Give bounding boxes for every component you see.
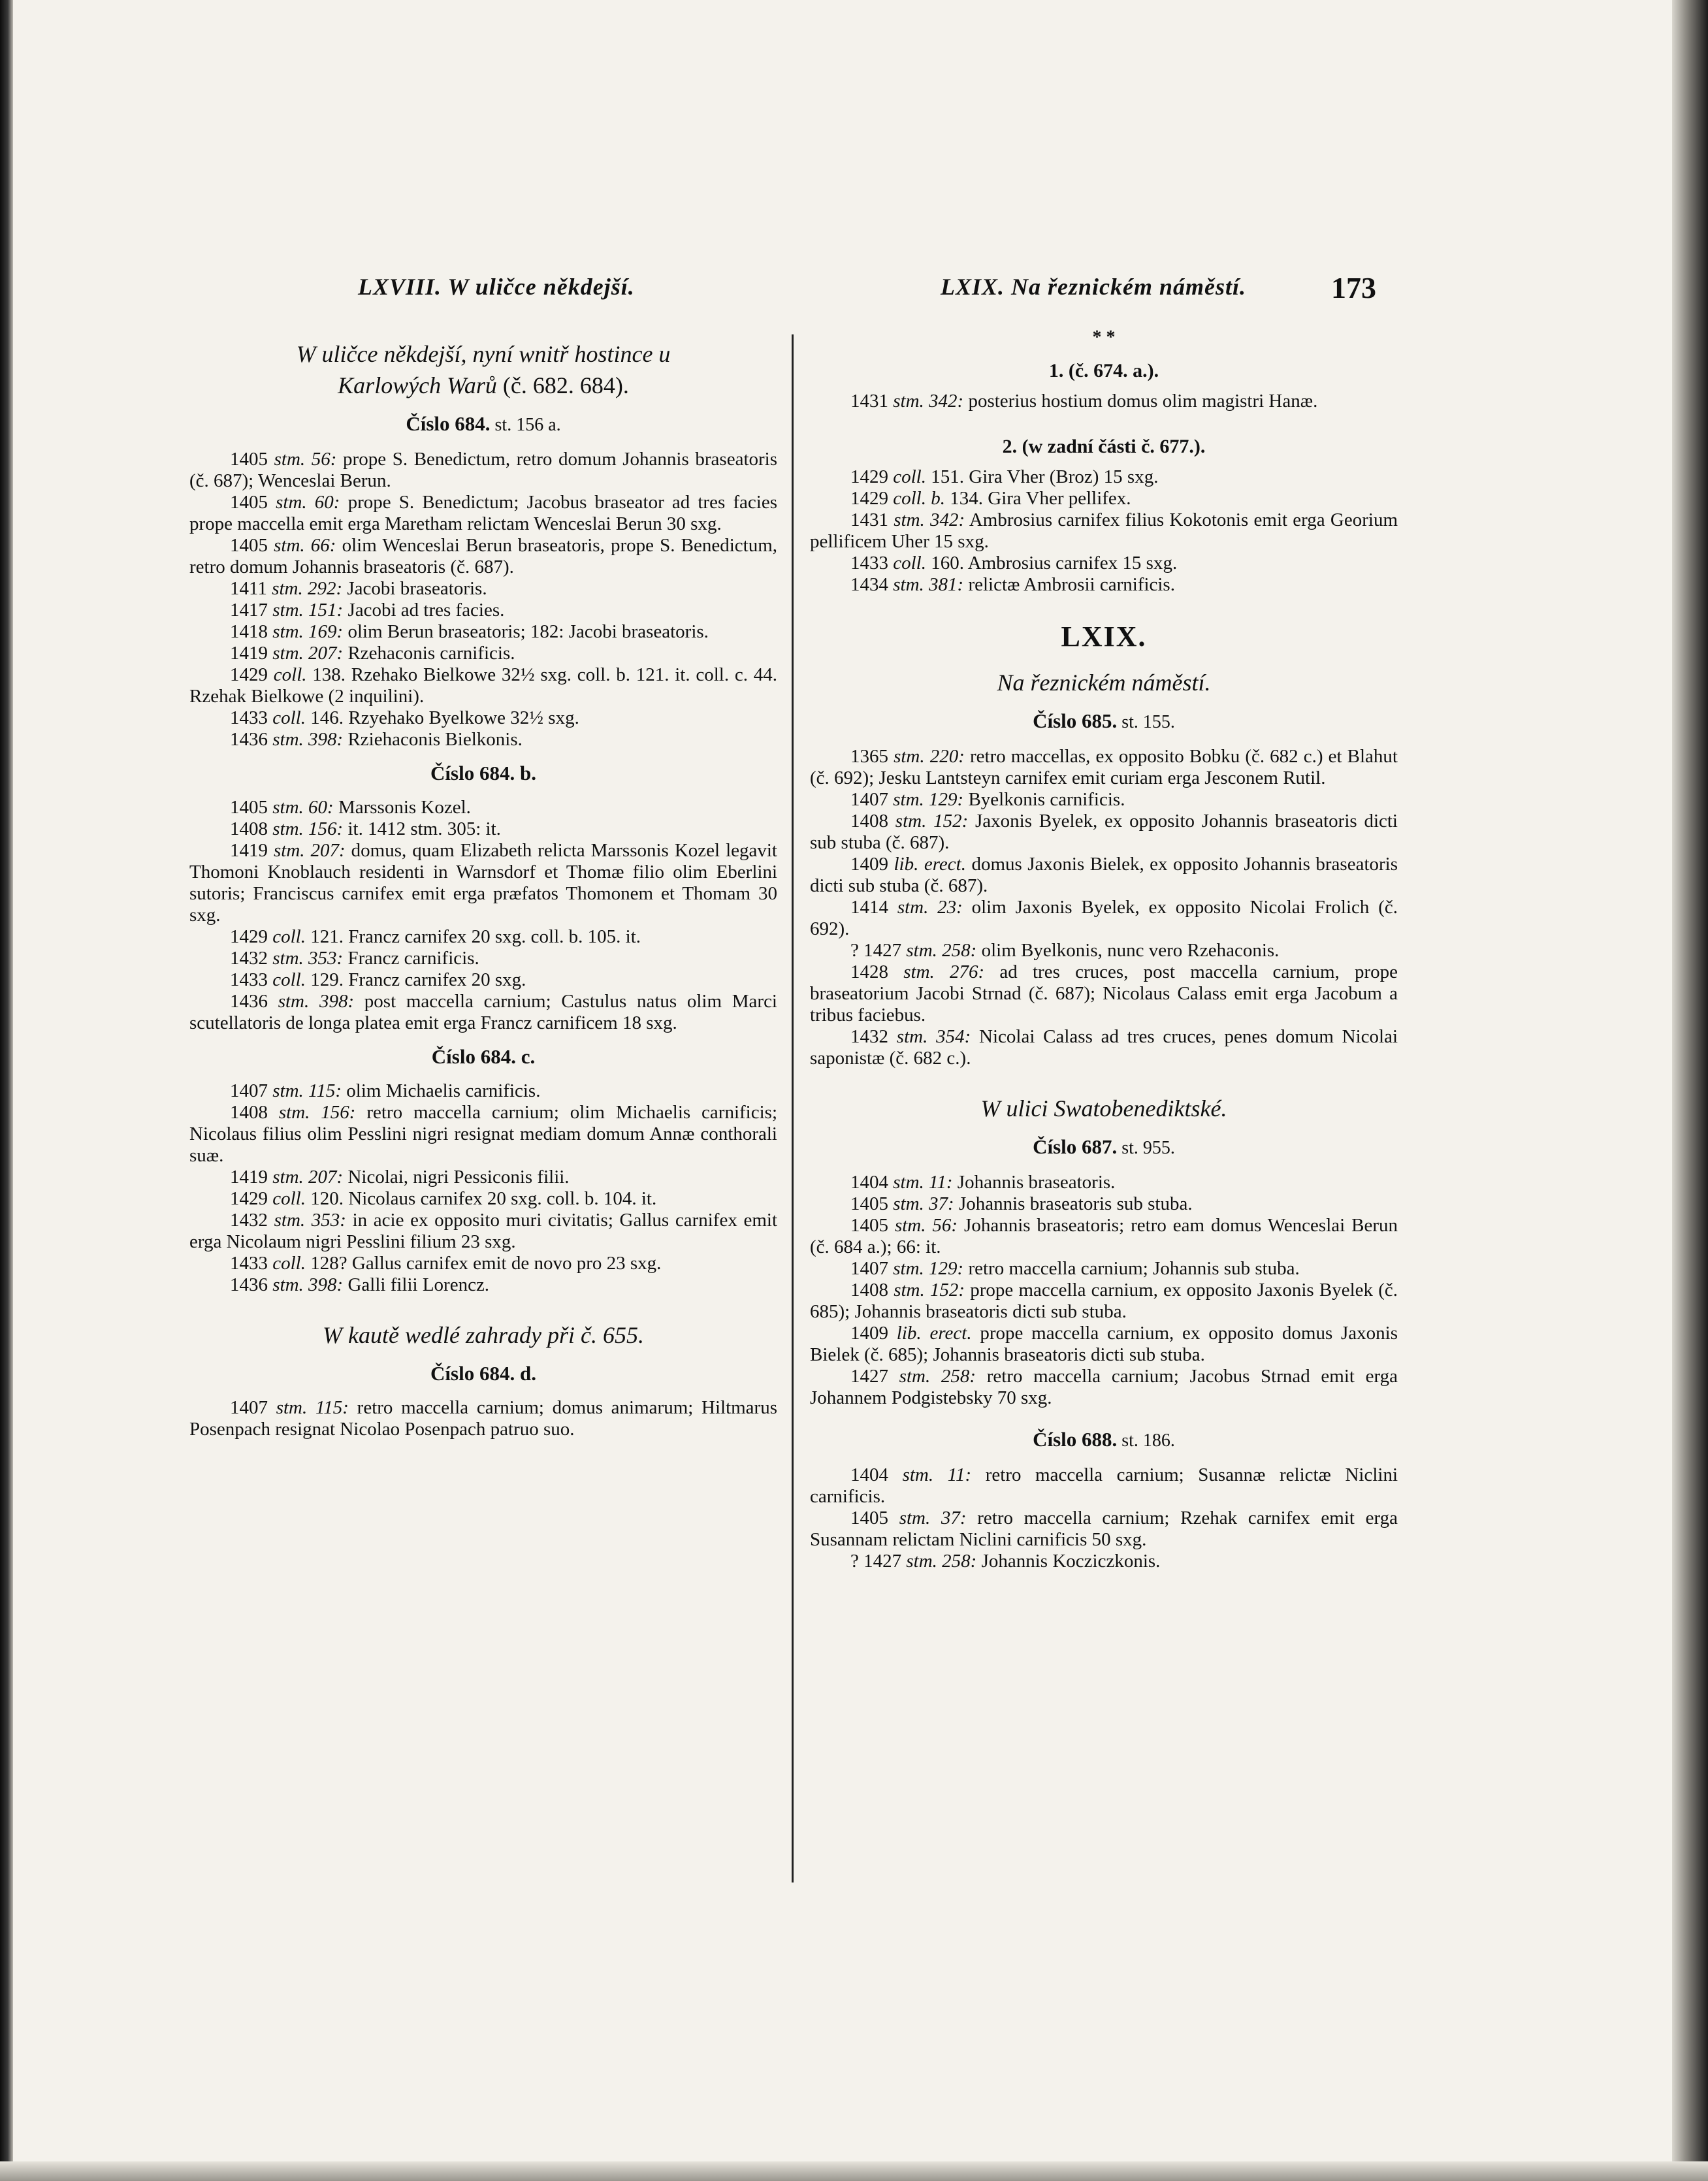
entry — [810, 1508, 1398, 1551]
entry-text: Johannis braseatoris. — [952, 1172, 1116, 1193]
entry — [810, 466, 1398, 488]
entry-source: stm. 60: — [276, 492, 340, 513]
entry — [189, 1397, 777, 1440]
entry — [810, 1172, 1398, 1193]
entry-text: retro maccella carnium; Susannæ relictæ Niclini carnificis. — [810, 1464, 1398, 1507]
house-number-heading — [189, 762, 777, 784]
entry — [810, 1258, 1398, 1280]
house-number-heading — [189, 413, 777, 436]
entry-source: stm. 207: — [274, 840, 346, 861]
entry-source: stm. 207: — [272, 643, 344, 664]
entry-year: 1408 — [230, 1102, 268, 1123]
entry-source: stm. 23: — [897, 897, 963, 918]
entry-text: Nicolai Calass ad tres cruces, penes domum Nicolai saponistæ (č. 682 c.). — [810, 1026, 1398, 1069]
entry-year: 1436 — [230, 991, 268, 1012]
entry-year: 1405 — [850, 1193, 888, 1214]
entry-text: domus, quam Elizabeth relicta Marssonis Kozel legavit Thomoni Knoblauch residenti in Warnsdorf et Thomæ filio olim Eberlini sutoris; Franciscus carnifex emit erga præfatos Thomonem et Thomam 30 sxg. — [189, 840, 777, 926]
entry-source: stm. 56: — [894, 1215, 958, 1236]
entry-source: stm. 292: — [272, 578, 343, 599]
entry-text: Francz carnificis. — [343, 948, 479, 969]
entry-source: stm. 11: — [902, 1464, 972, 1485]
entry-year: 1405 — [230, 797, 268, 818]
entry-year: 1432 — [230, 948, 268, 969]
entry-text: in acie ex opposito muri civitatis; Gallus carnifex emit erga Nicolaum nigri Pesslini filium 23 sxg. — [189, 1210, 778, 1252]
entry-source: stm. 207: — [272, 1167, 344, 1187]
section-title-italic: Karlowých Warů — [338, 372, 497, 398]
entry-year: ? 1427 — [850, 940, 902, 961]
entry-source: stm. 152: — [895, 811, 969, 832]
entry-source: stm. 353: — [274, 1210, 346, 1231]
entry-year: 1417 — [230, 600, 268, 621]
entry-text: Byelkonis carnificis. — [963, 789, 1125, 810]
entry-text: domus Jaxonis Bielek, ex opposito Johannis braseatoris dicti sub stuba (č. 687). — [810, 854, 1398, 896]
entry — [810, 509, 1398, 553]
entry-source: stm. 115: — [276, 1397, 349, 1418]
entry-text: 128? Gallus carnifex emit de novo pro 23 sxg. — [306, 1253, 662, 1274]
entry — [810, 746, 1398, 789]
entry-text: olim Jaxonis Byelek, ex opposito Nicolai Frolich (č. 692). — [810, 897, 1398, 939]
entry-text: 160. Ambrosius carnifex 15 sxg. — [926, 553, 1178, 574]
entry-year: 1365 — [850, 746, 888, 767]
entry — [189, 926, 777, 948]
entry — [810, 488, 1398, 509]
page-edge-bottom — [0, 2161, 1708, 2181]
entry-text: prope S. Benedictum, retro domum Johannis braseatoris (č. 687); Wenceslai Berun. — [189, 449, 777, 491]
entry — [810, 961, 1398, 1026]
street-number: st. 156 a. — [490, 415, 561, 435]
entry-year: 1433 — [230, 1253, 268, 1274]
entry-year: 1405 — [230, 535, 268, 556]
entry-source: stm. 156: — [278, 1102, 356, 1123]
entry-year: 1407 — [230, 1080, 268, 1101]
entry-source: stm. 398: — [272, 729, 344, 750]
entry — [189, 1274, 777, 1296]
entry-text: retro maccella carnium; domus animarum; Hiltmarus Posenpach resignat Nicolao Posenpach patruo suo. — [189, 1397, 778, 1440]
entry-text: ad tres cruces, post maccella carnium, prope braseatorium Jacobi Strnad (č. 687); Nicolaus Calass emit erga Jacobum a tribus faciebus. — [810, 961, 1398, 1026]
entry — [189, 1167, 777, 1188]
asterism: * * — [1092, 327, 1116, 347]
entry-year: 1411 — [230, 578, 267, 599]
entry-text: Nicolai, nigri Pessiconis filii. — [343, 1167, 570, 1187]
entry — [189, 729, 777, 751]
entry — [810, 897, 1398, 940]
subsection-heading: 1. (č. 674. a.). — [1048, 360, 1159, 381]
entry-year: 1433 — [850, 553, 888, 574]
entry-year: 1429 — [850, 466, 888, 487]
entry-year: 1409 — [850, 854, 888, 875]
entry — [810, 1193, 1398, 1215]
house-number-heading — [810, 1136, 1398, 1159]
entry-year: ? 1427 — [850, 1551, 902, 1572]
entry-year: 1405 — [850, 1215, 888, 1236]
entry-text: Galli filii Lorencz. — [343, 1274, 490, 1295]
entry-year: 1433 — [230, 707, 268, 728]
entry-list — [189, 1397, 777, 1440]
entry-year: 1414 — [850, 897, 888, 918]
entry-source: coll. — [272, 969, 306, 990]
entry-list — [810, 466, 1398, 596]
entry-year: 1429 — [230, 664, 268, 685]
entry-year: 1419 — [230, 643, 268, 664]
entry-text: Johannis braseatoris; retro eam domus Wenceslai Berun (č. 684 a.); 66: it. — [810, 1215, 1398, 1257]
entry-text: 134. Gira Vher pellifex. — [945, 488, 1131, 509]
entry — [810, 940, 1398, 961]
entry-year: 1407 — [850, 1258, 888, 1279]
entry-list — [810, 1464, 1398, 1572]
entry — [189, 991, 777, 1034]
entry-source: stm. 398: — [272, 1274, 344, 1295]
entry — [189, 578, 777, 600]
entry — [189, 1210, 777, 1253]
entry — [189, 1253, 777, 1274]
house-number: Číslo 684. d. — [430, 1362, 536, 1385]
entry-text: Johannis braseatoris sub stuba. — [954, 1193, 1193, 1214]
entry-source: stm. 156: — [272, 818, 344, 839]
entry — [189, 621, 777, 643]
entry-source: stm. 342: — [893, 391, 964, 412]
entry-year: 1404 — [850, 1464, 888, 1485]
entry — [810, 391, 1398, 412]
entry-year: 1405 — [850, 1508, 888, 1528]
page-number: 173 — [1331, 271, 1376, 304]
entry-source: stm. 258: — [906, 1551, 977, 1572]
entry-year: 1427 — [850, 1366, 888, 1387]
entry-text: relictæ Ambrosii carnificis. — [963, 574, 1175, 595]
entry — [189, 797, 777, 818]
entry-text: Jacobi ad tres facies. — [343, 600, 505, 621]
entry-list — [810, 391, 1398, 412]
entry — [189, 1188, 777, 1210]
column-divider — [792, 334, 794, 1882]
entry-text: it. 1412 stm. 305: it. — [343, 818, 501, 839]
entry-text: Johannis Kocziczkonis. — [976, 1551, 1161, 1572]
entry-text: olim Michaelis carnificis. — [342, 1080, 541, 1101]
entry-text: retro maccellas, ex opposito Bobku (č. 682 c.) et Blahut (č. 692); Jesku Lantsteyn carnifex emit curiam erga Jesconem Rutil. — [810, 746, 1398, 788]
house-number-heading — [189, 1363, 777, 1384]
entry-year: 1419 — [230, 1167, 268, 1187]
entry — [810, 553, 1398, 574]
entry-source: coll. — [272, 1188, 306, 1209]
entry-year: 1431 — [850, 391, 888, 412]
section-title-line1: W uličce někdejší, nyní wnitř hostince u — [296, 341, 671, 367]
entry — [810, 574, 1398, 596]
entry-text: olim Wenceslai Berun braseatoris, prope S. Benedictum, retro domum Johannis braseatoris (č. 687). — [189, 535, 777, 577]
entry — [810, 1366, 1398, 1409]
entry-text: Rzehaconis carnificis. — [343, 643, 515, 664]
entry-text: Jacobi braseatoris. — [342, 578, 487, 599]
entry-source: coll. — [273, 664, 307, 685]
entry-list — [189, 1080, 777, 1296]
section-title — [189, 338, 777, 401]
section-title-line2 — [189, 370, 777, 401]
entry — [189, 969, 777, 991]
entry — [810, 1215, 1398, 1258]
entry-year: 1409 — [850, 1323, 888, 1344]
entry-year: 1429 — [230, 1188, 268, 1209]
entry-text: prope maccella carnium, ex opposito Jaxonis Byelek (č. 685); Johannis braseatoris dicti sub stuba. — [810, 1280, 1398, 1322]
entry-source: lib. erect. — [894, 854, 966, 875]
subsection-heading: 2. (w zadní části č. 677.). — [1002, 436, 1206, 457]
entry-year: 1418 — [230, 621, 268, 642]
entry — [189, 818, 777, 840]
chapter-title: Na řeznickém náměstí. — [997, 670, 1211, 696]
entry — [810, 1280, 1398, 1323]
entry-text: 146. Rzyehako Byelkowe 32½ sxg. — [306, 707, 579, 728]
entry — [189, 1102, 777, 1167]
right-column — [810, 327, 1398, 1572]
street-number: st. 955. — [1117, 1138, 1175, 1158]
entry-source: stm. 66: — [274, 535, 336, 556]
entry — [810, 1551, 1398, 1572]
entry-year: 1429 — [230, 926, 268, 947]
running-head-right: LXIX. Na řeznickém náměstí. — [941, 274, 1247, 300]
entry-year: 1428 — [850, 961, 888, 982]
entry-source: stm. 11: — [893, 1172, 953, 1193]
entry-text: Ambrosius carnifex filius Kokotonis emit erga Georium pellificem Uher 15 sxg. — [810, 509, 1398, 552]
entry-text: olim Berun braseatoris; 182: Jacobi braseatoris. — [343, 621, 709, 642]
entry-text: 121. Francz carnifex 20 sxg. coll. b. 105. it. — [306, 926, 641, 947]
entry-source: coll. — [893, 553, 926, 574]
entry-source: stm. 258: — [906, 940, 977, 961]
entry-source: coll. — [272, 707, 306, 728]
entry-text: retro maccella carnium; Johannis sub stuba. — [963, 1258, 1300, 1279]
entry — [810, 854, 1398, 897]
entry-text: post maccella carnium; Castulus natus olim Marci scutellatoris de longa platea emit erga Francz carnificem 18 sxg. — [189, 991, 777, 1033]
street-number: st. 155. — [1117, 712, 1175, 732]
entry-list — [810, 746, 1398, 1069]
entry-year: 1436 — [230, 1274, 268, 1295]
entry-source: stm. 276: — [903, 961, 985, 982]
entry-source: stm. 37: — [899, 1508, 967, 1528]
house-number: Číslo 684. b. — [430, 762, 536, 784]
entry — [189, 492, 777, 535]
entry — [189, 707, 777, 729]
entry — [189, 664, 777, 707]
entry-text: 151. Gira Vher (Broz) 15 sxg. — [926, 466, 1159, 487]
chapter-number: LXIX. — [1061, 621, 1147, 653]
entry — [810, 789, 1398, 811]
entry — [189, 535, 777, 578]
entry-year: 1407 — [230, 1397, 268, 1418]
section-title-plain: (č. 682. 684). — [496, 372, 629, 398]
house-number: Číslo 688. — [1033, 1428, 1118, 1451]
entry-text: 138. Rzehako Bielkowe 32½ sxg. coll. b. 121. it. coll. c. 44. Rzehak Bielkowe (2 inquilini). — [189, 664, 778, 707]
entry-source: stm. 258: — [899, 1366, 976, 1387]
entry-source: stm. 381: — [893, 574, 964, 595]
entry-text: olim Byelkonis, nunc vero Rzehaconis. — [976, 940, 1280, 961]
house-number: Číslo 684. — [406, 412, 491, 435]
entry-text: Marssonis Kozel. — [333, 797, 471, 818]
entry-text: prope maccella carnium, ex opposito domus Jaxonis Bielek (č. 685); Johannis braseatoris dicti sub stuba. — [810, 1323, 1398, 1365]
entry — [810, 1026, 1398, 1069]
entry-text: retro maccella carnium; Rzehak carnifex emit erga Susannam relictam Niclini carnificis 50 sxg. — [810, 1508, 1398, 1550]
entry-year: 1408 — [230, 818, 268, 839]
entry-text: 129. Francz carnifex 20 sxg. — [306, 969, 526, 990]
entry-year: 1429 — [850, 488, 888, 509]
entry-text: retro maccella carnium; olim Michaelis carnificis; Nicolaus filius olim Pesslini nigri resignat mediam domum Annæ conthorali suæ. — [189, 1102, 777, 1166]
house-number: Číslo 684. c. — [431, 1045, 536, 1068]
entry-list — [189, 449, 777, 751]
house-number-heading — [810, 1429, 1398, 1451]
entry-text: posterius hostium domus olim magistri Hanæ. — [963, 391, 1318, 412]
entry-list — [189, 797, 777, 1034]
entry-year: 1432 — [230, 1210, 268, 1231]
street-number: st. 186. — [1117, 1430, 1175, 1451]
entry-source: stm. 115: — [272, 1080, 342, 1101]
house-number-heading — [189, 1046, 777, 1067]
entry-source: coll. — [893, 466, 926, 487]
entry-year: 1419 — [230, 840, 268, 861]
entry-text: Jaxonis Byelek, ex opposito Johannis braseatoris dicti sub stuba (č. 687). — [810, 811, 1398, 853]
entry-text: retro maccella carnium; Jacobus Strnad emit erga Johannem Podgistebsky 70 sxg. — [810, 1366, 1398, 1408]
entry-source: lib. erect. — [896, 1323, 972, 1344]
entry-text: prope S. Benedictum; Jacobus braseator ad tres facies prope maccella emit erga Maretham relictam Wenceslai Berun 30 sxg. — [189, 492, 777, 534]
entry-source: stm. 152: — [894, 1280, 965, 1301]
entry-list — [810, 1172, 1398, 1409]
running-head-left: LXVIII. W uličce někdejší. — [358, 274, 635, 300]
entry-year: 1432 — [850, 1026, 888, 1047]
section-title-2: W kautě wedlé zahrady při č. 655. — [323, 1322, 644, 1348]
entry-year: 1408 — [850, 811, 888, 832]
entry-source: stm. 398: — [278, 991, 355, 1012]
entry-source: coll. — [272, 1253, 306, 1274]
entry — [189, 1080, 777, 1102]
left-column — [189, 333, 777, 1440]
entry-source: stm. 169: — [272, 621, 344, 642]
entry — [189, 840, 777, 926]
entry-year: 1405 — [230, 449, 268, 470]
entry — [189, 948, 777, 969]
entry-source: stm. 56: — [274, 449, 337, 470]
page-edge-right — [1672, 0, 1708, 2181]
entry-year: 1408 — [850, 1280, 888, 1301]
entry — [189, 449, 777, 492]
entry-year: 1405 — [230, 492, 268, 513]
entry-year: 1434 — [850, 574, 888, 595]
entry-year: 1407 — [850, 789, 888, 810]
entry — [189, 600, 777, 621]
entry-source: coll. — [272, 926, 306, 947]
entry-year: 1433 — [230, 969, 268, 990]
entry-year: 1431 — [850, 509, 888, 530]
entry — [189, 643, 777, 664]
house-number-heading — [810, 710, 1398, 733]
section-title-2: W ulici Swatobenediktské. — [980, 1095, 1227, 1122]
entry-source: stm. 342: — [894, 509, 965, 530]
entry-source: stm. 220: — [894, 746, 965, 767]
entry-source: stm. 60: — [272, 797, 334, 818]
entry — [810, 1464, 1398, 1508]
entry-source: stm. 354: — [896, 1026, 971, 1047]
entry-source: stm. 129: — [893, 789, 964, 810]
house-number: Číslo 687. — [1033, 1135, 1118, 1158]
entry-source: coll. b. — [893, 488, 945, 509]
house-number: Číslo 685. — [1033, 709, 1118, 732]
entry-source: stm. 37: — [893, 1193, 954, 1214]
entry-year: 1404 — [850, 1172, 888, 1193]
entry-year: 1436 — [230, 729, 268, 750]
entry-source: stm. 353: — [272, 948, 344, 969]
entry-source: stm. 129: — [893, 1258, 964, 1279]
page-edge-left — [0, 0, 13, 2181]
entry-text: 120. Nicolaus carnifex 20 sxg. coll. b. 104. it. — [306, 1188, 657, 1209]
entry — [810, 1323, 1398, 1366]
entry-source: stm. 151: — [272, 600, 344, 621]
entry — [810, 811, 1398, 854]
entry-text: Rziehaconis Bielkonis. — [343, 729, 523, 750]
